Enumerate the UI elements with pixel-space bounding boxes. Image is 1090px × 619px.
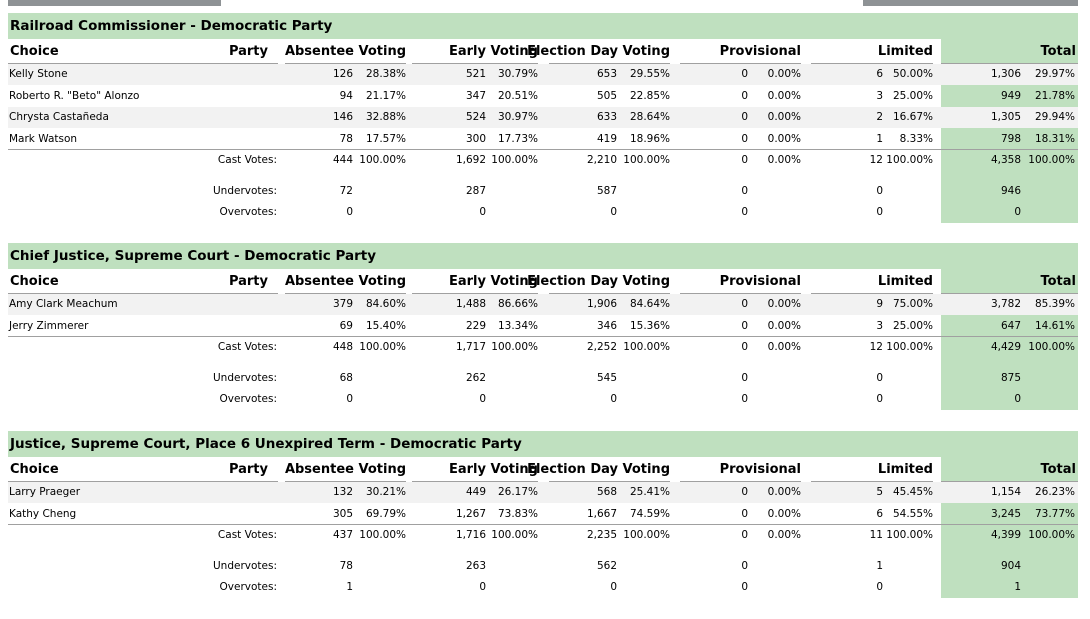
eday-undervotes: 562 <box>596 560 617 572</box>
cast-votes-row <box>8 150 1078 171</box>
total-votes: 647 <box>1000 319 1021 332</box>
early-percent: 17.73% <box>497 132 538 145</box>
eday-votes: 505 <box>596 89 617 102</box>
candidate-name: Kathy Cheng <box>9 507 77 520</box>
abs-percent: 21.17% <box>365 89 406 102</box>
total-cast-votes: 4,399 <box>990 529 1021 541</box>
overvotes-label: Overvotes: <box>219 393 277 405</box>
total-votes: 798 <box>1000 132 1021 145</box>
cast-votes-row <box>8 337 1078 358</box>
candidate-row <box>8 107 1078 128</box>
early-percent: 30.97% <box>497 111 538 123</box>
early-votes: 347 <box>465 89 486 102</box>
abs-votes: 69 <box>339 319 353 332</box>
abs-votes: 305 <box>332 507 353 520</box>
header-election-day: Election Day Voting <box>527 462 670 477</box>
header-provisional: Provisional <box>719 462 801 477</box>
eday-votes: 653 <box>596 68 617 80</box>
early-percent: 26.17% <box>497 486 538 498</box>
header-absentee: Absentee Voting <box>284 462 406 477</box>
header-early: Early Voting <box>448 44 538 59</box>
early-votes: 449 <box>465 486 486 498</box>
header-row <box>8 269 1078 293</box>
total-votes: 3,782 <box>990 298 1021 310</box>
total-overvotes: 0 <box>1014 393 1021 405</box>
abs-votes: 78 <box>339 132 353 145</box>
abs-cast-votes: 437 <box>332 529 353 541</box>
lim-cast-percent: 100.00% <box>886 529 933 541</box>
prov-percent: 0.00% <box>767 89 801 102</box>
lim-percent: 45.45% <box>892 486 933 498</box>
abs-overvotes: 1 <box>346 581 353 593</box>
abs-percent: 30.21% <box>365 486 406 498</box>
abs-cast-votes: 448 <box>332 341 353 353</box>
abs-undervotes: 78 <box>339 560 353 572</box>
lim-cast-votes: 12 <box>869 154 883 166</box>
prov-votes: 0 <box>741 319 748 332</box>
total-cast-percent: 100.00% <box>1028 341 1075 353</box>
prov-cast-votes: 0 <box>741 529 748 541</box>
eday-cast-votes: 2,210 <box>586 154 617 166</box>
eday-votes: 419 <box>596 132 617 145</box>
header-party: Party <box>228 44 268 59</box>
prov-percent: 0.00% <box>767 132 801 145</box>
race-title: Justice, Supreme Court, Place 6 Unexpired Term - Democratic Party <box>8 431 1078 457</box>
eday-cast-percent: 100.00% <box>623 154 670 166</box>
early-votes: 521 <box>465 68 486 80</box>
prov-percent: 0.00% <box>767 68 801 80</box>
total-undervotes: 875 <box>1000 372 1021 384</box>
candidate-name: Amy Clark Meachum <box>9 298 118 310</box>
prov-votes: 0 <box>741 486 748 498</box>
header-total: Total <box>1040 274 1076 289</box>
eday-percent: 29.55% <box>629 68 670 80</box>
lim-undervotes: 1 <box>876 560 883 572</box>
eday-undervotes: 545 <box>596 372 617 384</box>
abs-percent: 15.40% <box>365 319 406 332</box>
lim-votes: 6 <box>876 68 883 80</box>
header-limited: Limited <box>877 462 933 477</box>
early-cast-percent: 100.00% <box>491 529 538 541</box>
header-election-day: Election Day Voting <box>527 44 670 59</box>
eday-overvotes: 0 <box>610 206 617 218</box>
top-scroll-bar-left <box>8 0 221 6</box>
eday-votes: 1,906 <box>586 298 617 310</box>
candidate-row <box>8 482 1078 503</box>
lim-percent: 75.00% <box>892 298 933 310</box>
candidate-name: Larry Praeger <box>9 486 81 498</box>
total-percent: 73.77% <box>1034 507 1075 520</box>
prov-undervotes: 0 <box>741 372 748 384</box>
prov-votes: 0 <box>741 89 748 102</box>
header-choice: Choice <box>10 274 59 289</box>
eday-cast-votes: 2,252 <box>586 341 617 353</box>
prov-undervotes: 0 <box>741 185 748 197</box>
prov-undervotes: 0 <box>741 560 748 572</box>
abs-votes: 379 <box>332 298 353 310</box>
candidate-row <box>8 504 1078 525</box>
eday-cast-percent: 100.00% <box>623 529 670 541</box>
candidate-name: Jerry Zimmerer <box>9 319 89 332</box>
abs-cast-percent: 100.00% <box>359 154 406 166</box>
early-undervotes: 262 <box>465 372 486 384</box>
header-choice: Choice <box>10 44 59 59</box>
lim-cast-percent: 100.00% <box>886 154 933 166</box>
total-percent: 29.94% <box>1034 111 1075 123</box>
prov-overvotes: 0 <box>741 393 748 405</box>
candidate-row <box>8 64 1078 85</box>
eday-percent: 28.64% <box>629 111 670 123</box>
abs-votes: 132 <box>332 486 353 498</box>
prov-overvotes: 0 <box>741 581 748 593</box>
abs-undervotes: 68 <box>339 372 353 384</box>
total-votes: 1,306 <box>990 68 1021 80</box>
cast-votes-label: Cast Votes: <box>217 154 277 166</box>
abs-overvotes: 0 <box>346 393 353 405</box>
lim-percent: 16.67% <box>892 111 933 123</box>
prov-percent: 0.00% <box>767 298 801 310</box>
eday-percent: 22.85% <box>629 89 670 102</box>
total-percent: 14.61% <box>1034 319 1075 332</box>
eday-cast-percent: 100.00% <box>623 341 670 353</box>
lim-undervotes: 0 <box>876 185 883 197</box>
abs-percent: 32.88% <box>365 111 406 123</box>
eday-overvotes: 0 <box>610 581 617 593</box>
undervotes-row <box>8 181 1078 202</box>
total-percent: 85.39% <box>1034 298 1075 310</box>
header-row <box>8 457 1078 481</box>
header-early: Early Voting <box>448 274 538 289</box>
prov-cast-votes: 0 <box>741 154 748 166</box>
overvotes-row <box>8 577 1078 598</box>
undervotes-label: Undervotes: <box>212 185 277 197</box>
early-percent: 30.79% <box>497 68 538 80</box>
early-votes: 524 <box>465 111 486 123</box>
undervotes-label: Undervotes: <box>212 560 277 572</box>
cast-votes-label: Cast Votes: <box>217 341 277 353</box>
total-cast-votes: 4,429 <box>990 341 1021 353</box>
lim-cast-votes: 11 <box>869 529 883 541</box>
abs-cast-percent: 100.00% <box>359 529 406 541</box>
abs-votes: 94 <box>339 89 353 102</box>
prov-votes: 0 <box>741 111 748 123</box>
abs-undervotes: 72 <box>339 185 353 197</box>
race-title: Railroad Commissioner - Democratic Party <box>8 13 1078 39</box>
prov-votes: 0 <box>741 298 748 310</box>
lim-votes: 1 <box>876 132 883 145</box>
eday-percent: 84.64% <box>629 298 670 310</box>
header-choice: Choice <box>10 462 59 477</box>
candidate-row <box>8 129 1078 150</box>
header-absentee: Absentee Voting <box>284 274 406 289</box>
eday-votes: 346 <box>596 319 617 332</box>
header-total: Total <box>1040 44 1076 59</box>
lim-overvotes: 0 <box>876 393 883 405</box>
abs-cast-votes: 444 <box>332 154 353 166</box>
lim-overvotes: 0 <box>876 581 883 593</box>
early-percent: 13.34% <box>497 319 538 332</box>
lim-votes: 2 <box>876 111 883 123</box>
lim-percent: 50.00% <box>892 68 933 80</box>
abs-votes: 126 <box>332 68 353 80</box>
total-percent: 29.97% <box>1034 68 1075 80</box>
early-overvotes: 0 <box>479 393 486 405</box>
total-undervotes: 904 <box>1000 560 1021 572</box>
total-votes: 1,154 <box>990 486 1021 498</box>
lim-overvotes: 0 <box>876 206 883 218</box>
prov-overvotes: 0 <box>741 206 748 218</box>
prov-votes: 0 <box>741 507 748 520</box>
cast-votes-row <box>8 525 1078 546</box>
prov-percent: 0.00% <box>767 319 801 332</box>
abs-percent: 84.60% <box>365 298 406 310</box>
overvotes-row <box>8 202 1078 223</box>
lim-undervotes: 0 <box>876 372 883 384</box>
total-overvotes: 0 <box>1014 206 1021 218</box>
header-limited: Limited <box>877 44 933 59</box>
lim-votes: 9 <box>876 298 883 310</box>
prov-cast-percent: 0.00% <box>767 529 801 541</box>
lim-percent: 8.33% <box>899 132 933 145</box>
candidate-row <box>8 294 1078 315</box>
total-votes: 949 <box>1000 89 1021 102</box>
candidate-name: Mark Watson <box>9 132 78 145</box>
undervotes-row <box>8 556 1078 577</box>
early-overvotes: 0 <box>479 581 486 593</box>
eday-undervotes: 587 <box>596 185 617 197</box>
early-votes: 229 <box>465 319 486 332</box>
prov-cast-votes: 0 <box>741 341 748 353</box>
header-election-day: Election Day Voting <box>527 274 670 289</box>
candidate-row <box>8 86 1078 107</box>
total-cast-percent: 100.00% <box>1028 154 1075 166</box>
eday-votes: 1,667 <box>586 507 617 520</box>
overvotes-label: Overvotes: <box>219 206 277 218</box>
early-cast-percent: 100.00% <box>491 154 538 166</box>
lim-votes: 6 <box>876 507 883 520</box>
overvotes-row <box>8 389 1078 410</box>
header-total: Total <box>1040 462 1076 477</box>
header-limited: Limited <box>877 274 933 289</box>
prov-cast-percent: 0.00% <box>767 341 801 353</box>
early-undervotes: 287 <box>465 185 486 197</box>
total-percent: 21.78% <box>1034 89 1075 102</box>
abs-overvotes: 0 <box>346 206 353 218</box>
early-cast-votes: 1,717 <box>455 341 486 353</box>
total-cast-percent: 100.00% <box>1028 529 1075 541</box>
candidate-row <box>8 316 1078 337</box>
total-overvotes: 1 <box>1014 581 1021 593</box>
early-undervotes: 263 <box>465 560 486 572</box>
abs-votes: 146 <box>332 111 353 123</box>
top-scroll-bar-right <box>863 0 1078 6</box>
lim-votes: 3 <box>876 319 883 332</box>
eday-percent: 15.36% <box>629 319 670 332</box>
header-absentee: Absentee Voting <box>284 44 406 59</box>
race-title: Chief Justice, Supreme Court - Democratic Party <box>8 243 1078 269</box>
lim-votes: 3 <box>876 89 883 102</box>
early-votes: 1,488 <box>455 298 486 310</box>
early-cast-percent: 100.00% <box>491 341 538 353</box>
eday-overvotes: 0 <box>610 393 617 405</box>
eday-percent: 25.41% <box>629 486 670 498</box>
total-percent: 18.31% <box>1034 132 1075 145</box>
prov-percent: 0.00% <box>767 486 801 498</box>
header-row <box>8 39 1078 63</box>
abs-percent: 28.38% <box>365 68 406 80</box>
prov-cast-percent: 0.00% <box>767 154 801 166</box>
eday-cast-votes: 2,235 <box>586 529 617 541</box>
cast-votes-label: Cast Votes: <box>217 529 277 541</box>
total-undervotes: 946 <box>1000 185 1021 197</box>
undervotes-row <box>8 368 1078 389</box>
total-cast-votes: 4,358 <box>990 154 1021 166</box>
lim-cast-percent: 100.00% <box>886 341 933 353</box>
candidate-name: Roberto R. "Beto" Alonzo <box>9 89 140 102</box>
prov-votes: 0 <box>741 68 748 80</box>
lim-percent: 25.00% <box>892 319 933 332</box>
early-percent: 20.51% <box>497 89 538 102</box>
early-votes: 1,267 <box>455 507 486 520</box>
total-votes: 1,305 <box>990 111 1021 123</box>
prov-votes: 0 <box>741 132 748 145</box>
eday-percent: 18.96% <box>629 132 670 145</box>
header-party: Party <box>228 462 268 477</box>
eday-votes: 568 <box>596 486 617 498</box>
abs-cast-percent: 100.00% <box>359 341 406 353</box>
candidate-name: Kelly Stone <box>9 68 68 80</box>
early-percent: 86.66% <box>497 298 538 310</box>
header-provisional: Provisional <box>719 44 801 59</box>
prov-percent: 0.00% <box>767 111 801 123</box>
eday-percent: 74.59% <box>629 507 670 520</box>
header-party: Party <box>228 274 268 289</box>
prov-percent: 0.00% <box>767 507 801 520</box>
header-provisional: Provisional <box>719 274 801 289</box>
lim-percent: 54.55% <box>892 507 933 520</box>
early-overvotes: 0 <box>479 206 486 218</box>
lim-votes: 5 <box>876 486 883 498</box>
header-early: Early Voting <box>448 462 538 477</box>
overvotes-label: Overvotes: <box>219 581 277 593</box>
total-percent: 26.23% <box>1034 486 1075 498</box>
undervotes-label: Undervotes: <box>212 372 277 384</box>
early-votes: 300 <box>465 132 486 145</box>
eday-votes: 633 <box>596 111 617 123</box>
lim-cast-votes: 12 <box>869 341 883 353</box>
candidate-name: Chrysta Castañeda <box>9 111 109 123</box>
early-percent: 73.83% <box>497 507 538 520</box>
early-cast-votes: 1,716 <box>455 529 486 541</box>
abs-percent: 69.79% <box>365 507 406 520</box>
total-votes: 3,245 <box>990 507 1021 520</box>
early-cast-votes: 1,692 <box>455 154 486 166</box>
lim-percent: 25.00% <box>892 89 933 102</box>
abs-percent: 17.57% <box>365 132 406 145</box>
